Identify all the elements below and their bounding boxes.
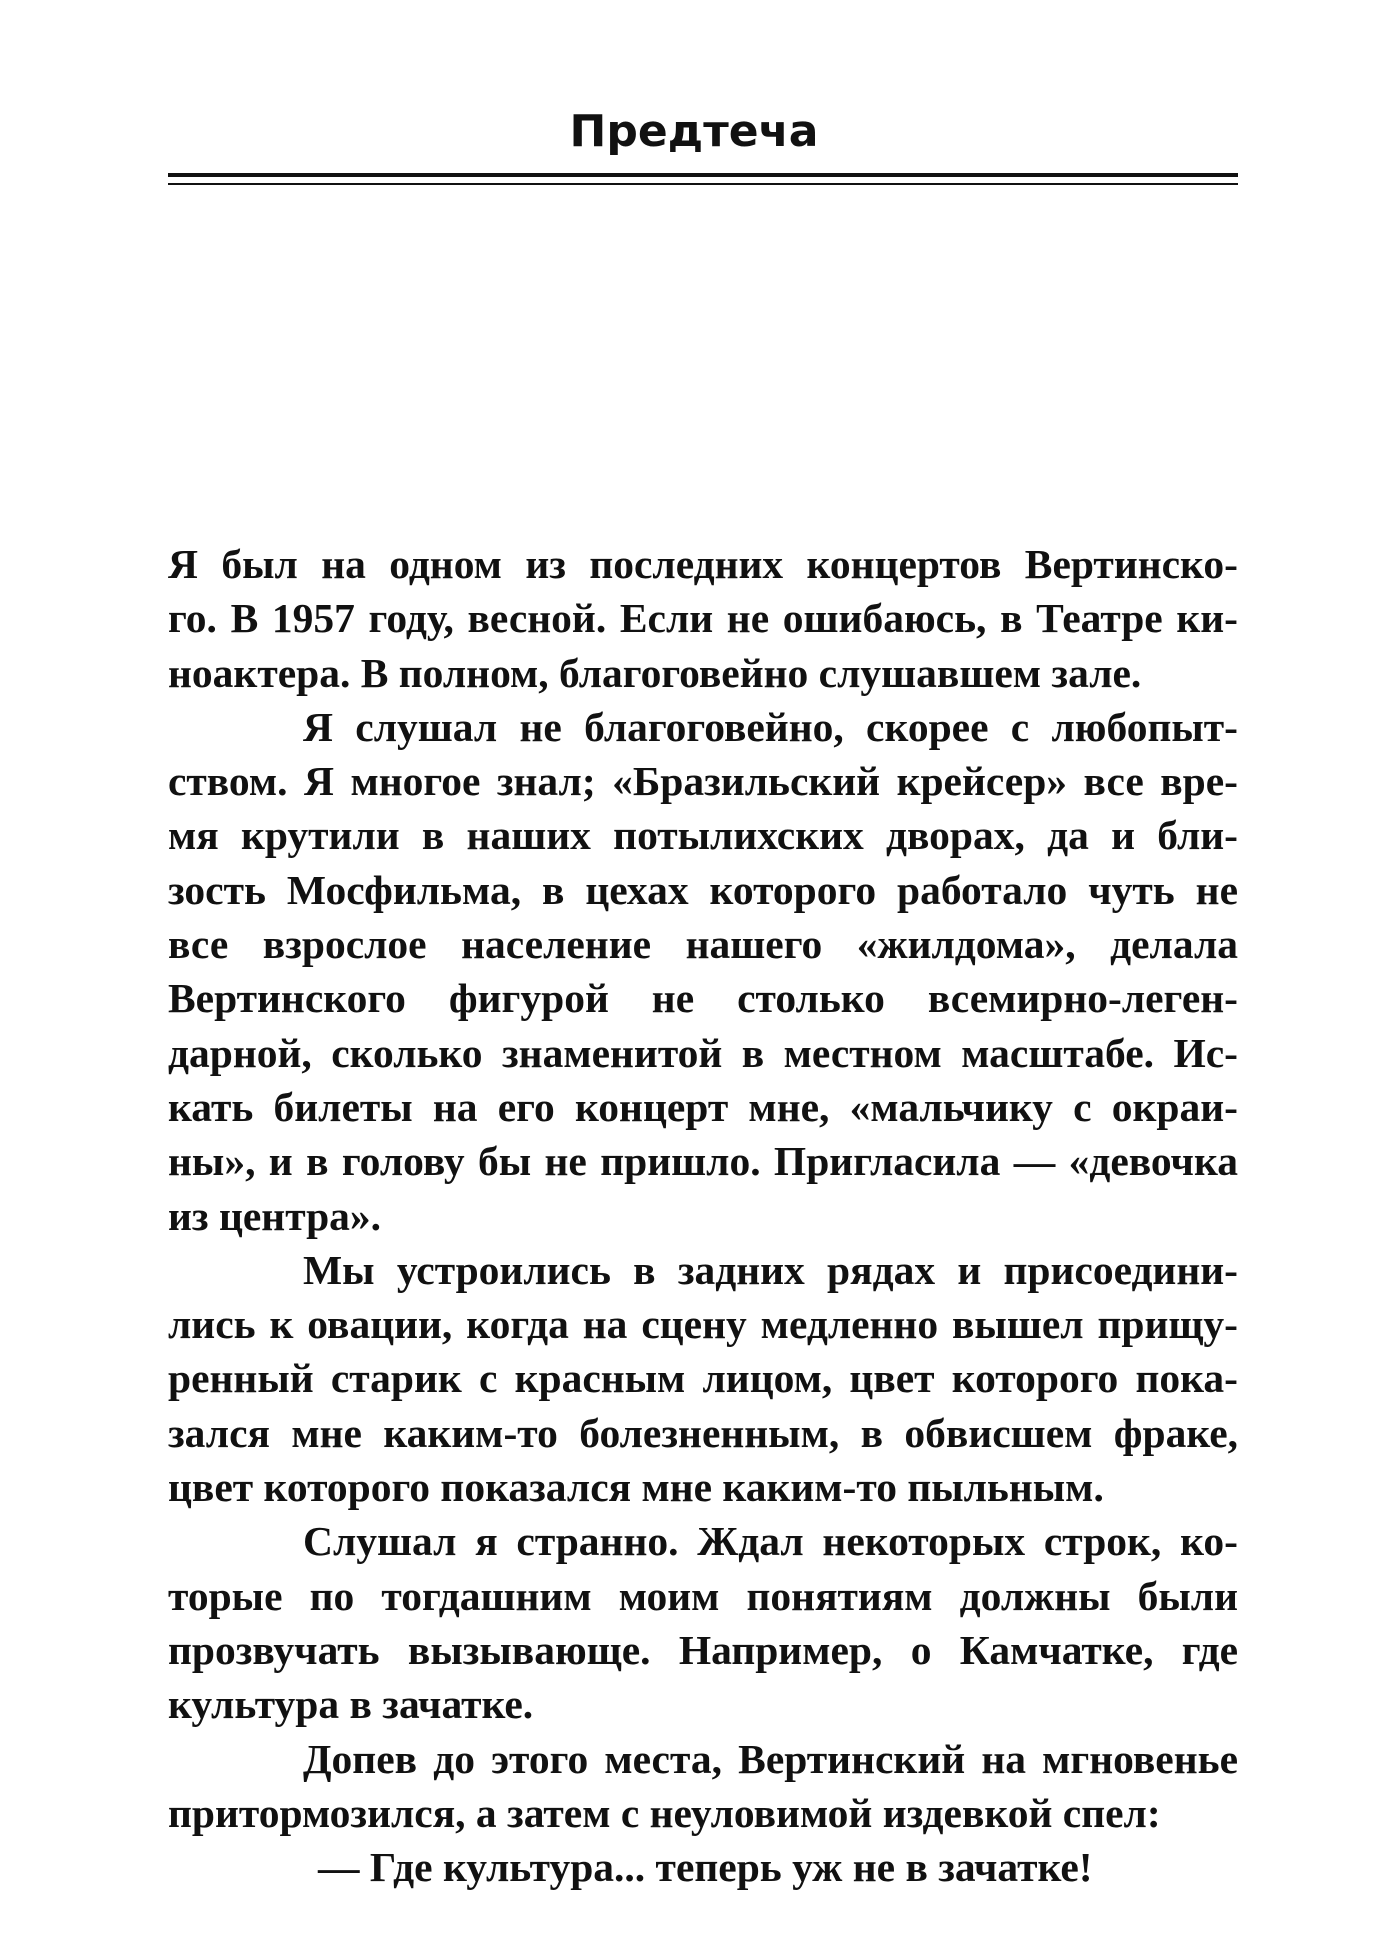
- text-line: культура в зачатке.: [168, 1681, 534, 1728]
- text-line: прозвучать вызывающе. Например, о Камчатке, где: [168, 1626, 1238, 1673]
- text-line: го. В 1957 году, весной. Если не ошибаюсь, в Театре ки-: [168, 595, 1238, 642]
- text-line: ны», и в голову бы не пришло. Пригласила — «девочка: [168, 1138, 1238, 1185]
- dialogue-line: — Где культура... теперь уж не в зачатке!: [318, 1844, 1093, 1891]
- text-line: зался мне каким-то болезненным, в обвисшем фраке,: [168, 1409, 1238, 1456]
- text-line: Вертинского фигурой не столько всемирно-леген-: [168, 975, 1238, 1022]
- text-line: все взрослое население нашего «жилдома», делала: [168, 921, 1238, 968]
- text-line: притормозился, а затем с неуловимой издевкой спел:: [168, 1789, 1161, 1836]
- text-line: зость Мосфильма, в цехах которого работало чуть не: [168, 866, 1238, 913]
- text-line: ренный старик с красным лицом, цвет которого пока-: [168, 1355, 1238, 1402]
- text-line: из центра».: [168, 1192, 382, 1239]
- text-line: Допев до этого места, Вертинский на мгновенье: [303, 1735, 1238, 1782]
- text-line: Я был на одном из последних концертов Вертинско-: [168, 541, 1238, 587]
- text-line: цвет которого показался мне каким-то пыльным.: [168, 1464, 1104, 1511]
- text-line: ноактера. В полном, благоговейно слушавшем зале.: [168, 649, 1142, 696]
- text-line: Мы устроились в задних рядах и присоедини-: [303, 1246, 1238, 1293]
- text-line: ством. Я многое знал; «Бразильский крейсер» все вре-: [168, 758, 1238, 805]
- text-line: мя крутили в наших потылихских дворах, да и бли-: [168, 812, 1238, 859]
- text-line: Я слушал не благоговейно, скорее с любопыт-: [303, 703, 1238, 750]
- text-line: кать билеты на его концерт мне, «мальчику с окраи-: [168, 1083, 1238, 1130]
- body-text: [168, 537, 1238, 1894]
- text-line: дарной, сколько знаменитой в местном масштабе. Ис-: [168, 1029, 1238, 1076]
- header-rule-thin: [168, 183, 1238, 185]
- text-line: Слушал я странно. Ждал некоторых строк, ко-: [303, 1518, 1238, 1565]
- text-line: лись к овации, когда на сцену медленно вышел прищу-: [168, 1301, 1238, 1348]
- text-line: торые по тогдашним моим понятиям должны были: [168, 1572, 1238, 1619]
- running-header-title: Предтеча: [569, 106, 819, 157]
- header-rule-thick: [168, 173, 1238, 177]
